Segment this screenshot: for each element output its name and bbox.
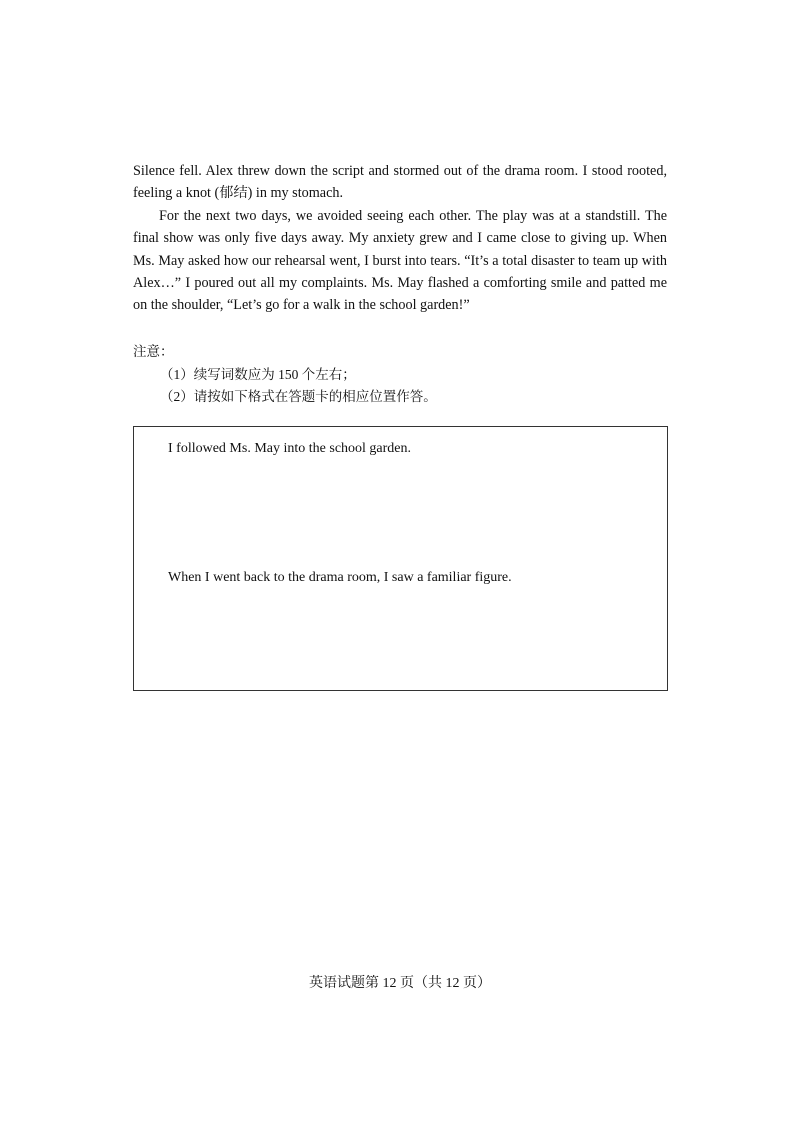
- story-passage: [133, 160, 667, 317]
- passage-paragraph-2: For the next two days, we avoided seeing each other. The play was at a standstill. The final show was only five days away. My anxiety grew and I came close to giving up. When Ms. May asked how our rehearsal went, I burst into tears. “It’s a total disaster to team up with Alex…” I poured out all my complaints. Ms. May flashed a comforting smile and patted me on the shoulder, “Let’s go for a walk in the school garden!”: [133, 207, 667, 314]
- note-item-format: （2）请按如下格式在答题卡的相应位置作答。: [160, 389, 437, 404]
- answer-box: [133, 426, 668, 691]
- note-item-word-count: （1）续写词数应为 150 个左右；: [160, 367, 356, 382]
- paragraph-opening-1: I followed Ms. May into the school garden.: [168, 441, 412, 456]
- passage-paragraph-1: Silence fell. Alex threw down the script and stormed out of the drama room. I stood rooted, feeling a knot (郁结) in my stomach.: [133, 163, 667, 202]
- page-footer: 英语试题第 12 页（共 12 页）: [309, 976, 491, 991]
- notes-title: 注意：: [133, 344, 174, 359]
- paragraph-opening-2: When I went back to the drama room, I saw a familiar figure.: [168, 570, 512, 585]
